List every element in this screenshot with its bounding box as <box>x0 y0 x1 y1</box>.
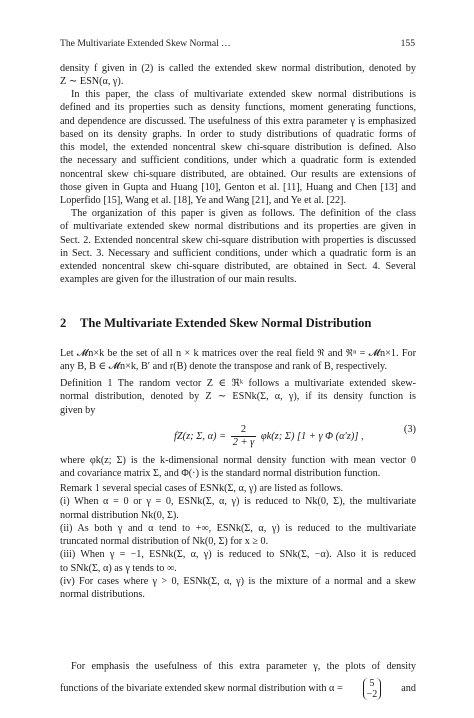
intro-paragraph <box>60 62 416 89</box>
text-line: truncated normal distribution of Nk(0, Σ) for x ≥ 0. <box>60 536 269 547</box>
text-line: Sect. 2. Extended noncentral skew chi-square distribution with properties is discussed <box>60 234 416 246</box>
text-line: normal distributions. <box>60 589 145 600</box>
text-line: this model, the extended noncentral skew chi-square distribution is defined. Also <box>60 142 416 153</box>
text-line: For emphasis the usefulness of this extra parameter γ, the plots of density <box>71 661 416 672</box>
text-line: based on its density graphs. In order to study distributions of quadratic forms of <box>60 128 416 140</box>
text-line: normal distribution, denoted by Z ∼ ESNk(Σ, α, γ), if its density function is <box>60 391 416 403</box>
equation-rhs: φk(z; Σ) [1 + γ Φ (α′z)] , <box>260 430 364 442</box>
text-line: Z ∼ ESN(α, γ). <box>60 76 124 88</box>
text-line: (iv) For cases where γ > 0, ESNk(Σ, α, γ) is the mixture of a normal and a skew <box>60 575 416 587</box>
text-line: The organization of this paper is given as follows. The definition of the class <box>71 208 416 219</box>
fraction-denominator: 2 + γ <box>232 437 255 448</box>
remark-block <box>60 482 416 601</box>
paragraph-plots <box>60 660 416 673</box>
section-heading <box>60 316 371 331</box>
paragraph-overview <box>60 88 416 207</box>
text-line: noncentral skew chi-square distributed, are obtained. Our results are extensions of <box>60 168 416 180</box>
text-line: of multivariate extended skew normal distributions and its properties are given in <box>60 221 416 233</box>
equation-expression <box>174 424 364 449</box>
text-line: to SNk(Σ, α) as γ tends to ∞. <box>60 562 177 574</box>
fraction-numerator: 2 <box>231 424 257 437</box>
equation-number: (3) <box>403 424 416 435</box>
last-line-text: functions of the bivariate extended skew normal distribution with α = <box>60 683 343 694</box>
text-line: Remark 1 several special cases of ESNk(Σ, α, γ) are listed as follows. <box>60 483 344 494</box>
text-line: normal distribution Nk(0, Σ). <box>60 509 179 521</box>
paragraph-organization <box>60 207 416 287</box>
text-line: and covariance matrix Σ, and Φ(·) is the standard normal distribution function. <box>60 468 381 480</box>
text-line: density f given in (2) is called the extended skew normal distribution, denoted by <box>60 63 416 74</box>
paragraph-after-equation <box>60 454 416 481</box>
equation-3 <box>60 412 416 448</box>
equation-fraction <box>231 424 257 449</box>
last-line-tail: and <box>401 683 416 694</box>
text-line: in Sect. 3. Necessary and sufficient conditions, under which a quadratic form is an <box>60 247 416 259</box>
text-line: defined and its properties such as density functions, moment generating functions, <box>60 102 416 114</box>
text-line: the necessary and sufficient conditions, under which a quadratic form is extended <box>60 155 416 167</box>
text-line: examples are given for the illustration of our main results. <box>60 274 297 286</box>
text-line: extended noncentral skew chi-square distributed, are obtained in Sect. 4. Several <box>60 261 416 272</box>
section-title: The Multivariate Extended Skew Normal Distribution <box>80 316 372 330</box>
text-line: any B, B ∈ 𝓜n×k, B′ and r(B) denote the transpose and rank of B, respectively. <box>60 361 388 373</box>
text-line: Definition 1 The random vector Z ∈ ℜᵏ follows a multivariate extended skew- <box>60 378 416 389</box>
last-text-line <box>60 678 416 700</box>
text-line: (i) When α = 0 or γ = 0, ESNk(Σ, α, γ) is reduced to Nk(0, Σ), the multivariate <box>60 496 416 508</box>
section-number: 2 <box>60 316 67 330</box>
text-line: and dependence are discussed. The usefulness of this extra parameter γ is emphasized <box>60 115 416 127</box>
text-line: those given in Gupta and Huang [10], Genton et al. [11], Huang and Chen [13] and <box>60 181 416 193</box>
text-line: (iii) When γ = −1, ESNk(Σ, α, γ) is reduced to SNk(Σ, −α). Also it is reduced <box>60 549 416 561</box>
equation-lhs: fZ(z; Σ, α) = <box>174 430 227 442</box>
running-head-title: The Multivariate Extended Skew Normal … <box>60 38 231 49</box>
definition-block <box>60 377 416 417</box>
text-line: Loperfido [15], Wang et al. [18], Ye and Wang [21], and Ye et al. [22]. <box>60 195 346 206</box>
page-number: 155 <box>400 38 415 49</box>
text-line: Let 𝓜n×k be the set of all n × k matrices over the real field ℜ and ℜⁿ = 𝓜n×1. For <box>60 348 416 359</box>
running-head <box>60 38 415 52</box>
text-line: given by <box>60 404 96 416</box>
vector-top: 5 <box>369 678 375 689</box>
vector-bottom: −2 <box>366 689 378 700</box>
text-line: (ii) As both γ and α tend to +∞, ESNk(Σ, α, γ) is reduced to the multivariate <box>60 522 416 534</box>
alpha-vector <box>363 678 382 700</box>
paragraph-notation <box>60 347 416 374</box>
text-line: where φk(z; Σ) is the k-dimensional normal density function with mean vector 0 <box>60 455 416 466</box>
text-line: In this paper, the class of multivariate extended skew normal distributions is <box>71 89 416 100</box>
